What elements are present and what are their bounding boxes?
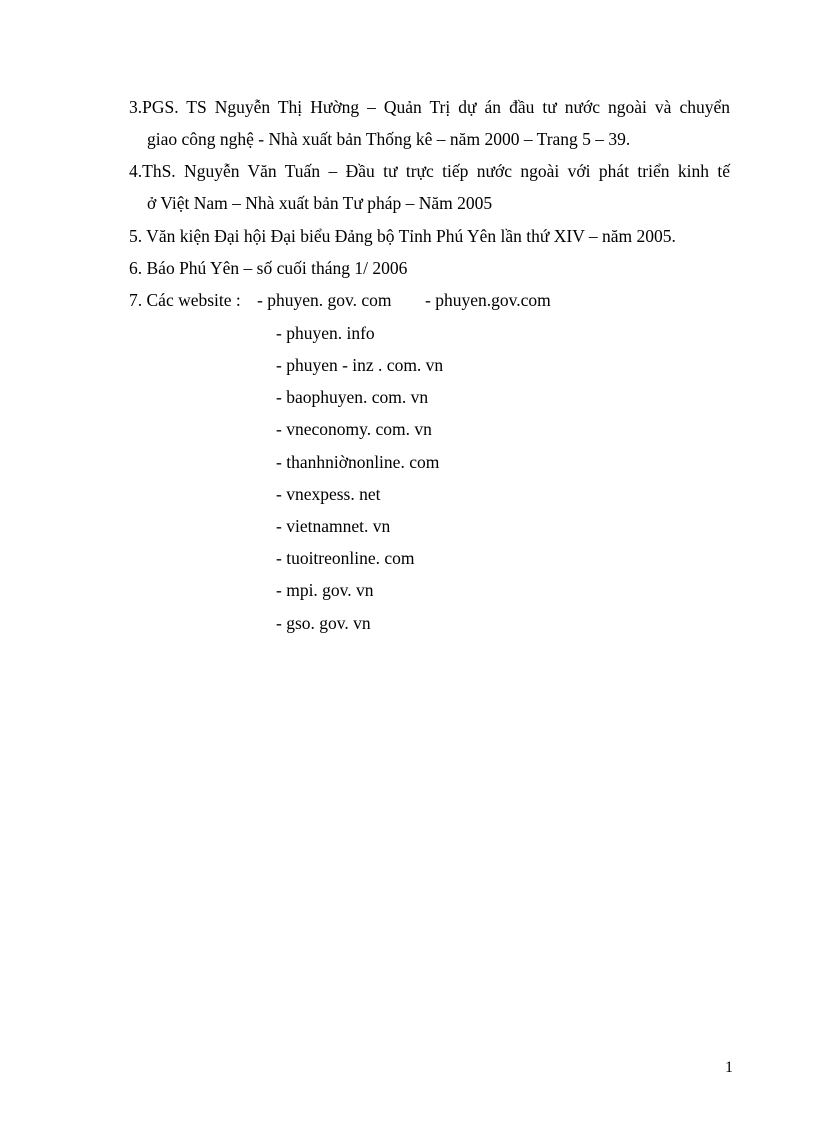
website-item: - thanhniờnonline. com [276,452,440,472]
website-item: - vneconomy. com. vn [276,419,432,439]
website-item: - phuyen - inz . com. vn [276,355,444,375]
website-item: - phuyen. gov. com [257,290,392,310]
reference-3-line-1: 3.PGS. TS Nguyễn Thị Hường – Quản Trị dự án đầu tư nước ngoài và chuyển [129,97,730,117]
websites-label: 7. Các website : [129,290,241,310]
reference-6: 6. Báo Phú Yên – số cuối tháng 1/ 2006 [129,258,408,278]
reference-4-line-1: 4.ThS. Nguyễn Văn Tuấn – Đầu tư trực tiếp nước ngoài với phát triển kinh tế [129,161,730,181]
website-item: - vietnamnet. vn [276,516,391,536]
website-item: - baophuyen. com. vn [276,387,429,407]
reference-5: 5. Văn kiện Đại hội Đại biểu Đảng bộ Tỉnh Phú Yên lần thứ XIV – năm 2005. [129,226,676,246]
page-number: 1 [725,1059,733,1076]
website-item: - mpi. gov. vn [276,580,374,600]
website-item: - phuyen.gov.com [425,290,551,310]
website-item: - phuyen. info [276,323,375,343]
website-item: - tuoitreonline. com [276,548,415,568]
reference-4-line-2: ở Việt Nam – Nhà xuất bản Tư pháp – Năm 2005 [147,193,493,213]
website-item: - gso. gov. vn [276,613,371,633]
website-item: - vnexpess. net [276,484,381,504]
reference-3-line-2: giao công nghệ - Nhà xuất bản Thống kê – năm 2000 – Trang 5 – 39. [147,129,631,149]
